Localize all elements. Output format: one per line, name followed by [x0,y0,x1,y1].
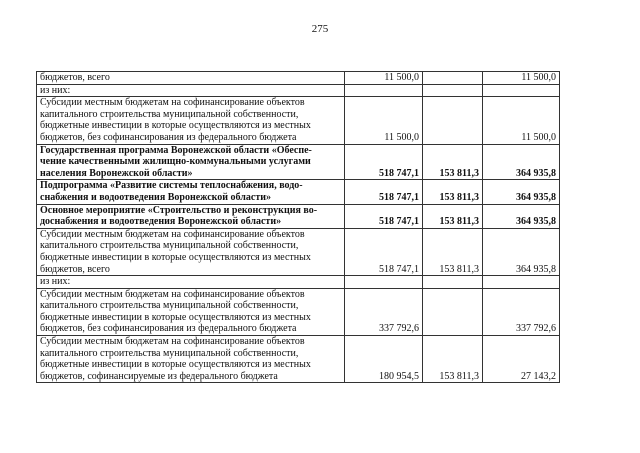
row-description [37,204,345,228]
description-line: населения Воронежской области» [40,167,193,179]
row-description [37,72,345,85]
description-line: Основное мероприятие «Строительство и реконструкция во- [40,204,318,216]
amount-cell-1: 518 747,1 [345,228,423,275]
description-line: Субсидии местным бюджетам на софинансирование объектов [40,288,305,300]
amount-cell-3 [483,276,560,289]
amount-cell-3: 364 935,8 [483,180,560,204]
amount-cell-1 [345,84,423,97]
description-line: капитального строительства муниципальной собственности, [40,108,299,120]
budget-table-body [37,72,560,383]
description-line: бюджетов, всего [40,263,110,275]
amount-cell-2 [423,276,483,289]
description-line: бюджетные инвестиции в которые осуществляются из местных [40,359,311,371]
table-row [37,276,560,289]
row-description [37,84,345,97]
amount-cell-2: 153 811,3 [423,336,483,383]
description-line: бюджетов, без софинансирования из федерального бюджета [40,323,297,335]
amount-cell-3: 364 935,8 [483,144,560,180]
row-description [37,336,345,383]
amount-cell-1 [345,276,423,289]
description-line: бюджетов, софинансируемые из федерального бюджета [40,370,278,382]
amount-cell-3: 364 935,8 [483,228,560,275]
description-line: Субсидии местным бюджетам на софинансирование объектов [40,336,305,348]
page-number: 275 [311,23,329,35]
amount-cell-1: 11 500,0 [345,72,423,85]
description-line: чение качественными жилищно-коммунальными услугами [40,156,311,168]
amount-cell-3: 11 500,0 [483,72,560,85]
row-description [37,144,345,180]
amount-cell-3: 364 935,8 [483,204,560,228]
table-row [37,204,560,228]
amount-cell-1: 518 747,1 [345,204,423,228]
row-description [37,180,345,204]
amount-cell-2 [423,84,483,97]
description-line: бюджетные инвестиции в которые осуществляются из местных [40,311,311,323]
amount-cell-1: 180 954,5 [345,336,423,383]
description-line: из них: [40,276,71,288]
table-row [37,228,560,275]
amount-cell-2: 153 811,3 [423,204,483,228]
amount-cell-1: 518 747,1 [345,144,423,180]
description-line: Государственная программа Воронежской области «Обеспе- [40,144,312,156]
description-line: бюджетов, всего [40,72,110,83]
description-line: Субсидии местным бюджетам на софинансирование объектов [40,97,305,109]
amount-cell-3: 11 500,0 [483,97,560,144]
row-description [37,228,345,275]
table-row [37,144,560,180]
table-row [37,72,560,85]
amount-cell-2: 153 811,3 [423,144,483,180]
description-line: бюджетные инвестиции в которые осуществляются из местных [40,251,311,263]
description-line: капитального строительства муниципальной собственности, [40,240,299,252]
description-line: капитального строительства муниципальной собственности, [40,300,299,312]
amount-cell-3: 337 792,6 [483,288,560,335]
description-line: из них: [40,84,71,96]
amount-cell-1: 518 747,1 [345,180,423,204]
description-line: Субсидии местным бюджетам на софинансирование объектов [40,228,305,240]
table-row [37,180,560,204]
description-line: капитального строительства муниципальной собственности, [40,347,299,359]
amount-cell-2: 153 811,3 [423,228,483,275]
table-row [37,84,560,97]
amount-cell-2 [423,288,483,335]
description-line: бюджетные инвестиции в которые осуществляются из местных [40,120,311,132]
amount-cell-1: 337 792,6 [345,288,423,335]
amount-cell-3 [483,84,560,97]
description-line: доснабжения и водоотведения Воронежской области» [40,216,282,228]
table-row [37,336,560,383]
row-description [37,288,345,335]
amount-cell-2 [423,72,483,85]
budget-table [36,71,560,383]
row-description [37,276,345,289]
description-line: снабжения и водоотведения Воронежской области» [40,191,272,203]
amount-cell-3: 27 143,2 [483,336,560,383]
amount-cell-2: 153 811,3 [423,180,483,204]
description-line: Подпрограмма «Развитие системы теплоснабжения, водо- [40,180,303,192]
row-description [37,97,345,144]
amount-cell-1: 11 500,0 [345,97,423,144]
description-line: бюджетов, без софинансирования из федерального бюджета [40,131,297,143]
table-row [37,288,560,335]
table-row [37,97,560,144]
amount-cell-2 [423,97,483,144]
